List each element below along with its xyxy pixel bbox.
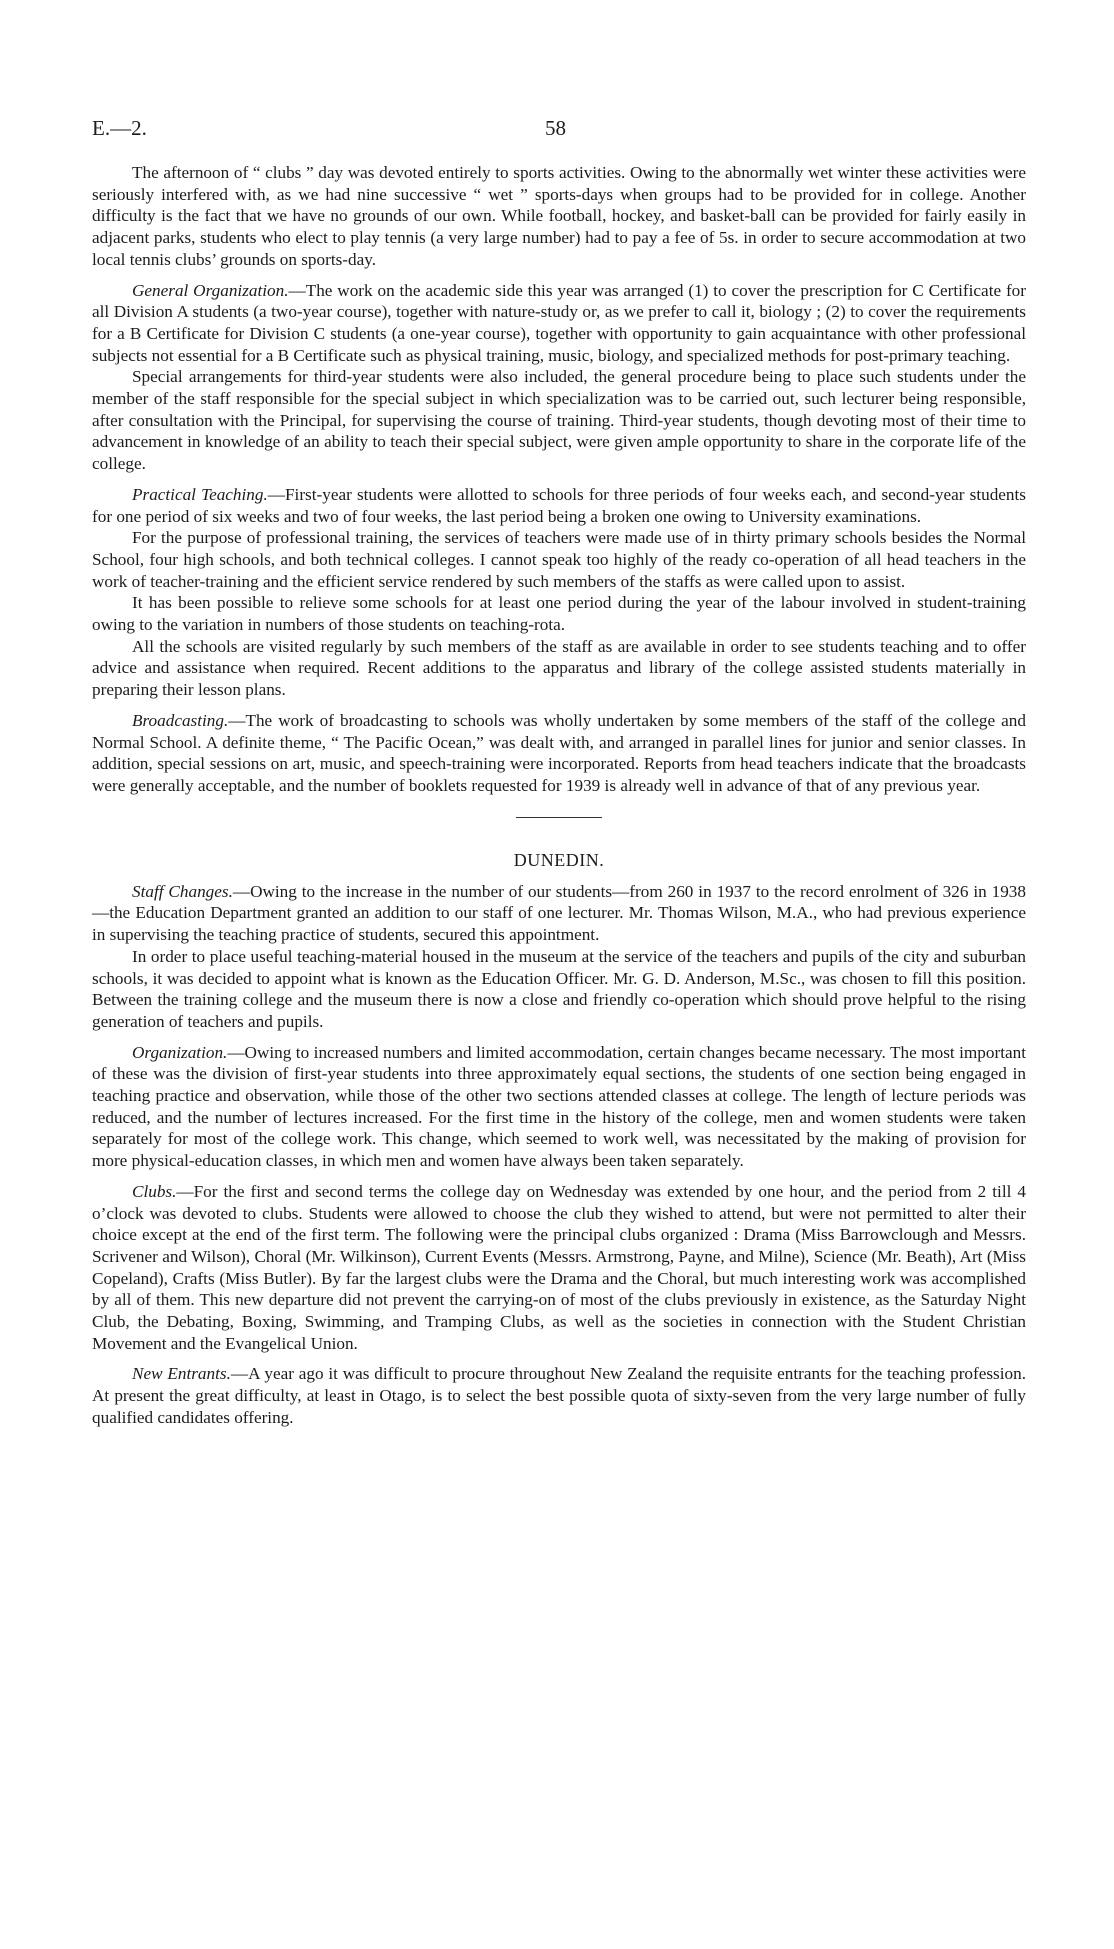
paragraph-new-entrants — [92, 1363, 1026, 1428]
paragraph-text: —A year ago it was difficult to procure throughout New Zealand the requisite entrants for the teaching profession. At present the great difficulty, at least in Otago, is to select the best possible quota of sixty-seven from the very large number of fully qualified candidates offering. — [92, 1364, 1026, 1427]
paragraph-text: Special arrangements for third-year students were also included, the general procedure being to place such students under the member of the staff responsible for the special subject in which specialization was to be carried out, such lecturer being responsible, after consultation with the Principal, for supervising the course of training. Third-year students, though devoting most of their time to advancement in knowledge of an ability to teach their special subject, were given ample opportunity to share in the corporate life of the college. — [92, 367, 1026, 474]
paragraph-clubs — [92, 1181, 1026, 1355]
section-heading: DUNEDIN. — [513, 849, 605, 870]
paragraph-third-year — [92, 366, 1026, 475]
paragraph-text: —Owing to increased numbers and limited accommodation, certain changes became necessary. The most important of these was the division of first-year students into three approximately equal sections, the students of one section being engaged in teaching practice and observation, while those of the other two sections attended classes at college. The length of lecture periods was reduced, and the number of lectures increased. For the first time in the history of the college, men and women students were taken separately for most of the college work. This change, which seemed to work well, was necessitated by the making of provision for more physical-education classes, in which men and women have always been taken separately. — [92, 1042, 1026, 1171]
section-main — [92, 162, 1026, 797]
paragraph-clubs-day — [92, 162, 1026, 271]
paragraph-text: It has been possible to relieve some schools for at least one period during the year of the labour involved in student-training owing to the variation in numbers of those students on teaching-rota. — [92, 593, 1026, 635]
paragraph-text: —Owing to the increase in the number of our students—from 260 in 1937 to the record enrolment of 326 in 1938—the Education Department granted an addition to our staff of one lecturer. Mr. Thomas Wilson, M.A., who had previous experience in supervising the teaching practice of students, secured this appointment. — [92, 881, 1026, 945]
section-divider — [516, 817, 602, 818]
paragraph-text: —First-year students were allotted to schools for three periods of four weeks each, and second-year students for one period of six weeks and two of four weeks, the last period being a broken one owing to University examinations. — [92, 484, 1026, 526]
paragraph-lead: Organization. — [132, 1042, 228, 1062]
paragraph-lead: Clubs. — [132, 1181, 177, 1201]
paragraph-lead: New Entrants. — [132, 1364, 231, 1384]
document-page — [92, 112, 1026, 1429]
paragraph-staff-changes — [92, 881, 1026, 946]
page-number: 58 — [545, 116, 566, 140]
paragraph-text: The afternoon of “ clubs ” day was devoted entirely to sports activities. Owing to the abnormally wet winter these activities were seriously interfered with, as we had nine successive “ wet ” sports-days when groups had to be provided for in college. Another difficulty is the fact that we have no grounds of our own. While football, hockey, and basket-ball can be provided for fairly easily in adjacent parks, students who elect to play tennis (a very large number) had to pay a fee of 5s. in order to secure accommodation at two local tennis clubs’ grounds on sports-day. — [92, 163, 1026, 269]
paragraph-text: In order to place useful teaching-material housed in the museum at the service of the teachers and pupils of the city and suburban schools, it was decided to appoint what is known as the Education Officer. Mr. G. D. Anderson, M.Sc., was chosen to fill this position. Between the training college and the museum there is now a close and friendly co-operation which should prove helpful to the rising generation of teachers and pupils. — [92, 946, 1026, 1031]
paragraph-text: —The work of broadcasting to schools was wholly undertaken by some members of the staff of the college and Normal School. A definite theme, “ The Pacific Ocean,” was dealt with, and arranged in parallel lines for junior and senior classes. In addition, special sessions on art, music, and speech-training were incorporated. Reports from head teachers indicate that the broadcasts were generally acceptable, and the number of booklets requested for 1939 is already well in advance of that of any previous year. — [92, 710, 1026, 795]
paragraph-education-officer — [92, 946, 1026, 1033]
paragraph-text: —The work on the academic side this year was arranged (1) to cover the prescription for C Certificate for all Division A students (a two-year course), together with nature-study or, as we prefer to call it, biology ; (2) to cover the requirements for a B Certificate for Division C students (a one-year course), together with opportunity to gain acquaintance with other professional subjects not essential for a B Certificate such as physical training, music, biology, and specialized methods for post-primary teaching. — [92, 280, 1026, 365]
paragraph-organization — [92, 1042, 1026, 1172]
page-header — [92, 112, 1026, 148]
paragraph-school-visits — [92, 636, 1026, 701]
paragraph-text: All the schools are visited regularly by such members of the staff as are available in order to see students teaching and to offer advice and assistance when required. Recent additions to the apparatus and library of the college assisted students materially in preparing their lesson plans. — [92, 636, 1026, 700]
section-dunedin — [92, 881, 1026, 1429]
paragraph-broadcasting — [92, 710, 1026, 797]
paragraph-lead: Staff Changes. — [132, 881, 233, 901]
paragraph-lead: General Organization. — [132, 280, 289, 300]
paragraph-lead: Practical Teaching. — [132, 484, 268, 504]
paragraph-professional-training — [92, 527, 1026, 592]
paragraph-relieve-schools — [92, 592, 1026, 635]
paragraph-lead: Broadcasting. — [132, 710, 229, 730]
paragraph-practical-teaching — [92, 484, 1026, 527]
report-reference: E.—2. — [92, 116, 147, 140]
paragraph-text: For the purpose of professional training, the services of teachers were made use of in thirty primary schools besides the Normal School, four high schools, and both technical colleges. I cannot speak too highly of the ready co-operation of all head teachers in the work of teacher-training and the efficient service rendered by such members of the staffs as were called upon to assist. — [92, 528, 1026, 591]
paragraph-text: —For the first and second terms the college day on Wednesday was extended by one hour, and the period from 2 till 4 o’clock was devoted to clubs. Students were allowed to choose the club they wished to attend, but were not permitted to alter their choice except at the end of the first term. The following were the principal clubs organized : Drama (Miss Barrowclough and Messrs. Scrivener and Wilson), Choral (Mr. Wilkinson), Current Events (Messrs. Armstrong, Payne, and Milne), Science (Mr. Beath), Art (Miss Copeland), Crafts (Miss Butler). By far the largest clubs were the Drama and the Choral, but much interesting work was accomplished by all of them. This new departure did not prevent the carrying-on of most of the clubs previously in existence, as the Saturday Night Club, the Debating, Boxing, Swimming, and Tramping Clubs, as well as the societies in connection with the Student Christian Movement and the Evangelical Union. — [92, 1181, 1026, 1353]
paragraph-general-organization — [92, 280, 1026, 367]
